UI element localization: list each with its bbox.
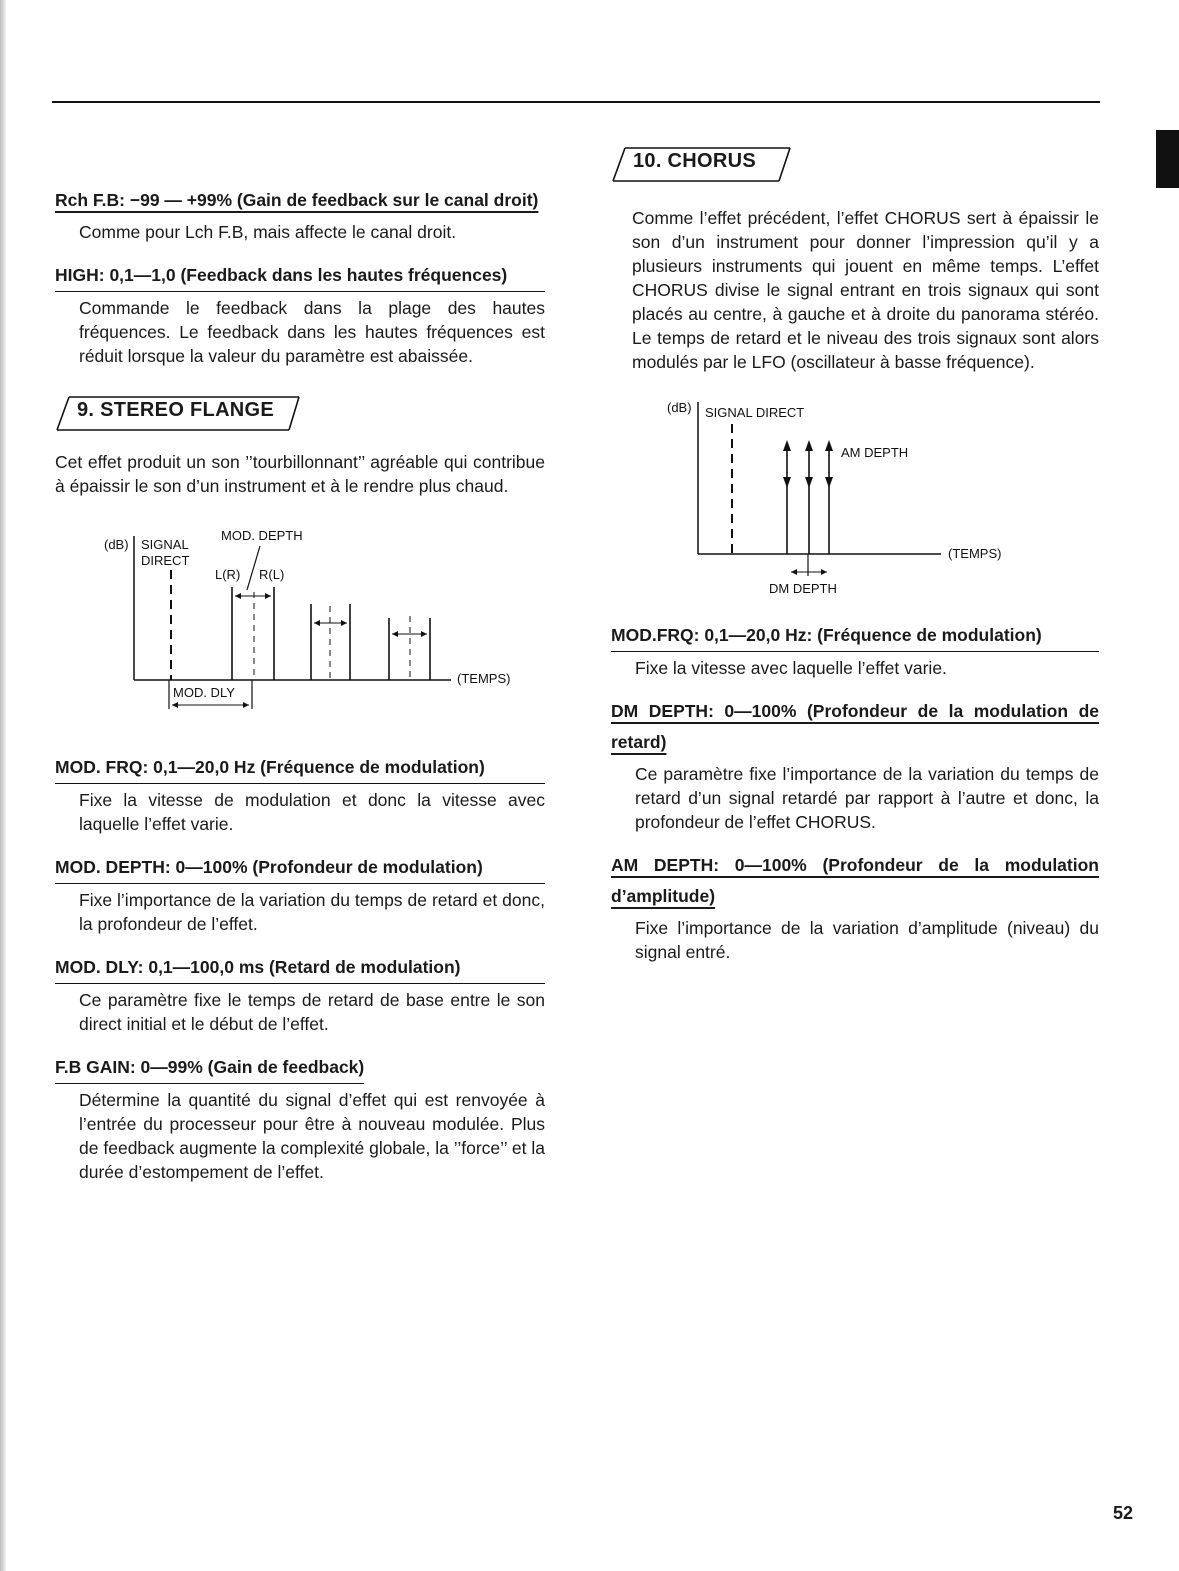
param-description: Ce paramètre fixe le temps de retard de base entre le son direct initial et le début de l’effet. bbox=[79, 990, 545, 1034]
param-description: Ce paramètre fixe l’importance de la variation du temps de retard d’un signal retardé par rapport à l’autre et donc, la profondeur de l’effet CHORUS. bbox=[635, 764, 1099, 832]
param-heading: DM DEPTH: 0—100% (Profondeur de la modulation de retard) bbox=[611, 701, 1099, 752]
depth-arrowhead bbox=[421, 631, 427, 637]
param-rch-fb bbox=[55, 185, 545, 244]
section-intro: Cet effet produit un son ’’tourbillonnant’’ agréable qui contribue à épaissir le son d’un instrument et à le rendre plus chaud. bbox=[55, 452, 545, 496]
param-heading: MOD.FRQ: 0,1—20,0 Hz: (Fréquence de modulation) bbox=[611, 620, 1099, 652]
mod-dly-arrowhead bbox=[243, 702, 249, 708]
am-arrowhead-up bbox=[825, 440, 833, 451]
param-am-depth bbox=[611, 850, 1099, 964]
page-number: 52 bbox=[1113, 1503, 1134, 1523]
depth-arrowhead bbox=[392, 631, 398, 637]
param-mod-dly bbox=[55, 952, 545, 1036]
section-intro: Comme l’effet précédent, l’effet CHORUS sert à épaissir le son d’un instrument pour donner l’impression qu’il y a plusieurs instruments qui jouent en même temps. L’effet CHORUS divise le signal entrant en trois signaux qui sont placés au centre, à gauche et à droite du panorama stéréo. Le temps de retard et le niveau des trois signaux sont alors modulés par le LFO (oscillateur à basse fréquence). bbox=[632, 208, 1099, 372]
section-title: 9. STEREO FLANGE bbox=[77, 399, 275, 421]
param-heading: MOD. FRQ: 0,1—20,0 Hz (Fréquence de modulation) bbox=[55, 752, 545, 784]
mod-dly-arrowhead bbox=[172, 702, 178, 708]
am-arrowhead-up bbox=[805, 440, 813, 451]
section-title-box-chorus bbox=[611, 145, 1099, 183]
stereo-flange-diagram bbox=[55, 522, 545, 722]
diagram-db-label: (dB) bbox=[667, 400, 692, 415]
scan-edge-shadow bbox=[0, 0, 6, 1571]
diagram-signal-label: SIGNAL bbox=[141, 537, 189, 552]
param-description: Commande le feedback dans la plage des hautes fréquences. Le feedback dans les hautes fréquences est réduit lorsque la valeur du paramètre est abaissée. bbox=[79, 298, 545, 366]
diagram-mod-depth-label: MOD. DEPTH bbox=[221, 528, 303, 543]
am-arrowhead-down bbox=[783, 477, 791, 488]
param-chorus-mod-frq bbox=[611, 620, 1099, 680]
diagram-rl-label: R(L) bbox=[259, 567, 285, 582]
left-column bbox=[55, 185, 545, 1200]
diagram-signal-direct-label: SIGNAL DIRECT bbox=[705, 405, 805, 420]
diagram-temps-label: (TEMPS) bbox=[948, 546, 1002, 561]
param-description: Détermine la quantité du signal d’effet qui est renvoyée à l’entrée du processeur pour être à nouveau modulée. Plus de feedback augmente la complexité globale, la ’’force’’ et la durée d’estompement de l’effet. bbox=[79, 1090, 545, 1182]
diagram-dm-depth-label: DM DEPTH bbox=[769, 581, 837, 596]
depth-arrowhead bbox=[265, 593, 271, 599]
depth-arrowhead bbox=[235, 593, 241, 599]
param-heading: HIGH: 0,1—1,0 (Feedback dans les hautes fréquences) bbox=[55, 260, 545, 292]
param-heading: MOD. DLY: 0,1—100,0 ms (Retard de modulation) bbox=[55, 952, 545, 984]
section-title-box-stereo-flange bbox=[55, 394, 545, 432]
chapter-tab-marker bbox=[1156, 130, 1179, 188]
param-description: Fixe la vitesse de modulation et donc la vitesse avec laquelle l’effet varie. bbox=[79, 790, 545, 834]
am-arrowhead-up bbox=[783, 440, 791, 451]
am-arrowhead-down bbox=[825, 477, 833, 488]
chorus-diagram bbox=[611, 396, 1099, 596]
depth-arrowhead bbox=[341, 620, 347, 626]
param-mod-frq bbox=[55, 752, 545, 836]
param-description: Fixe l’importance de la variation d’amplitude (niveau) du signal entré. bbox=[635, 918, 1099, 962]
param-heading: MOD. DEPTH: 0—100% (Profondeur de modulation) bbox=[55, 852, 545, 884]
depth-arrowhead bbox=[314, 620, 320, 626]
param-heading: F.B GAIN: 0—99% (Gain de feedback) bbox=[55, 1052, 364, 1084]
param-heading: Rch F.B: −99 — +99% (Gain de feedback sur le canal droit) bbox=[55, 190, 539, 210]
param-description: Fixe l’importance de la variation du temps de retard et donc, la profondeur de l’effet. bbox=[79, 890, 545, 934]
am-arrowhead-down bbox=[805, 477, 813, 488]
diagram-temps-label: (TEMPS) bbox=[457, 671, 511, 686]
diagram-mod-dly-label: MOD. DLY bbox=[173, 685, 235, 700]
param-fb-gain bbox=[55, 1052, 545, 1184]
diagram-db-label: (dB) bbox=[104, 537, 129, 552]
diagram-lr-label: L(R) bbox=[215, 567, 241, 582]
diagram-direct-label: DIRECT bbox=[141, 553, 190, 568]
dm-depth-arrowhead bbox=[821, 569, 827, 575]
param-dm-depth bbox=[611, 696, 1099, 834]
param-high bbox=[55, 260, 545, 368]
dm-depth-arrowhead bbox=[791, 569, 797, 575]
header-rule bbox=[52, 101, 1100, 103]
diagram-am-depth-label: AM DEPTH bbox=[841, 445, 909, 460]
right-column bbox=[611, 145, 1099, 980]
param-description: Fixe la vitesse avec laquelle l’effet varie. bbox=[635, 658, 947, 678]
param-heading: AM DEPTH: 0—100% (Profondeur de la modulation d’amplitude) bbox=[611, 855, 1099, 906]
param-mod-depth bbox=[55, 852, 545, 936]
section-title: 10. CHORUS bbox=[633, 150, 757, 172]
param-description: Comme pour Lch F.B, mais affecte le canal droit. bbox=[79, 222, 457, 242]
